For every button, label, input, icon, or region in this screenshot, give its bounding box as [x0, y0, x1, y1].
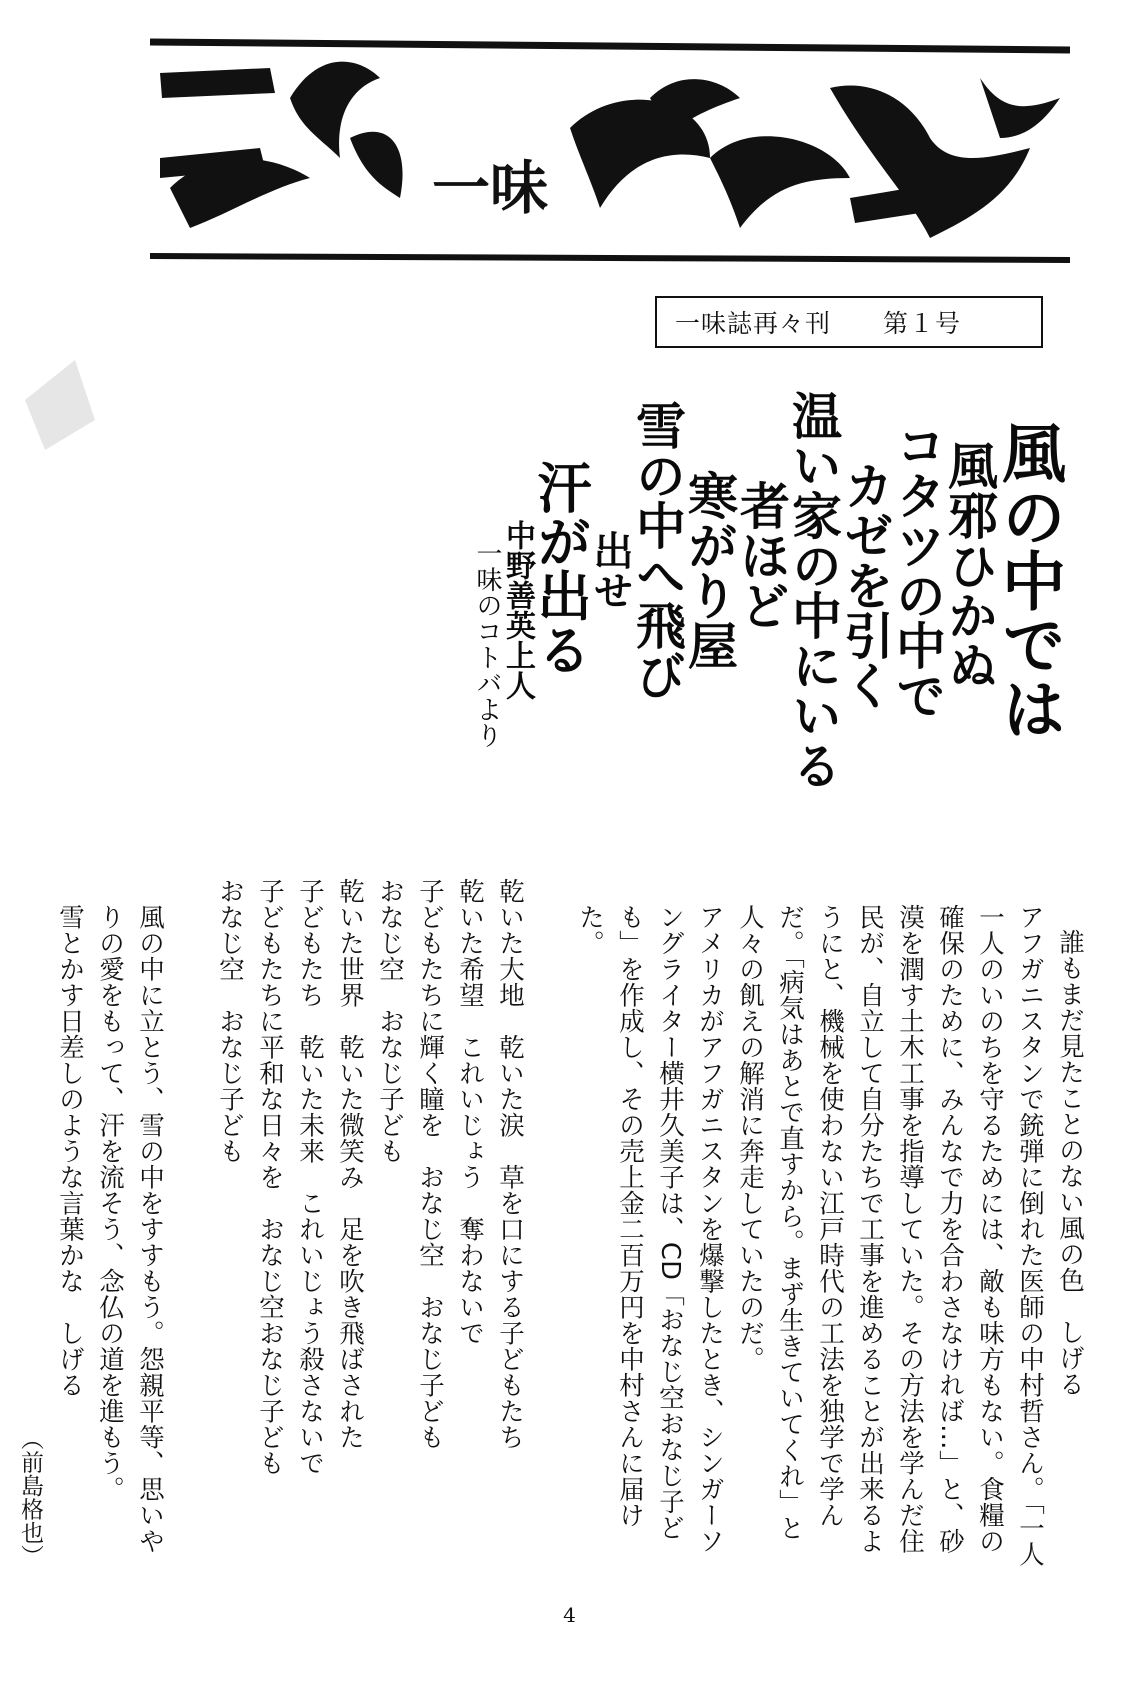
calligraphy-line: 者ほど	[732, 480, 791, 630]
calligraphy-author: 中野善英上人	[500, 520, 535, 700]
calligraphy-line: 温い家の中にいる	[784, 390, 843, 790]
spacer	[530, 878, 570, 1568]
song-line: 乾いた希望 これいじょう 奪わないで	[455, 878, 485, 1346]
calligraphy-line: 風邪ひかぬ	[940, 440, 999, 690]
spacer	[170, 878, 210, 1568]
calligraphy-line: カゼを引く	[836, 460, 895, 710]
calligraphy-line: 出せ	[587, 530, 634, 610]
calligraphy-line: 汗が出る	[529, 460, 593, 676]
song-line: 子どもたちに平和な日々を おなじ空おなじ子ども	[255, 878, 285, 1476]
para2: アメリカがアフガニスタンを爆撃したとき、シンガーソングライター横井久美子は、CD「おなじ空おなじ子ども」を作成し、その売上金二百万円を中村さんに届けた。	[575, 903, 725, 1554]
song-line: おなじ空 おなじ子ども	[215, 878, 245, 1164]
song-line: おなじ空 おなじ子ども	[375, 878, 405, 1164]
song-line: 乾いた世界 乾いた微笑み 足を吹き飛ばされた	[335, 878, 365, 1450]
song-line: 子どもたち 乾いた未来 これいじょう殺さないで	[295, 878, 325, 1476]
issue-label	[655, 296, 1043, 348]
woodcut-banner	[150, 38, 1070, 263]
song-line: 子どもたちに輝く瞳を おなじ空 おなじ子ども	[415, 878, 445, 1450]
signoff: （前島格也）	[17, 1427, 43, 1568]
calligraphy-line: 寒がり屋	[680, 470, 739, 670]
para1-title: 誰もまだ見たことのない風の色 しげる	[1055, 929, 1085, 1397]
woodcut-birds-icon	[150, 38, 1070, 263]
para3: 風の中に立とう、雪の中をすすもう。怨親平等、思いやりの愛をもって、汗を流そう、念仏の道を進もう。	[95, 903, 165, 1554]
article-body	[17, 878, 1090, 1568]
song-line: 乾いた大地 乾いた涙 草を口にする子どもたち	[495, 878, 525, 1450]
calligraphy-source: 一味のコトバより	[472, 540, 502, 748]
calligraphy-line: コタツの中で	[888, 420, 947, 720]
issue-label-text: 一味誌再々刊 第１号	[675, 309, 962, 338]
calligraphy-line: 風の中では	[991, 420, 1066, 740]
para1: アフガニスタンで銃弾に倒れた医師の中村哲さん。「一人一人のいのちを守るためには、敵も味方もない。食糧の確保のために、みんなで力を合わさなければ…」と、砂漠を潤す土木工事を指導していた。その方法を学んだ住民が、自立して自分たちで工事を進めることが出来るようにと、機械を使わない江戸時代の工法を独学で学んだ。「病気はあとで直すから。まず生きていてくれ」と人々の飢えの解消に奔走していたのだ。	[735, 903, 1045, 1567]
para4: 雪とかす日差しのような言葉かな しげる	[55, 903, 85, 1398]
calligraphy-poem	[220, 390, 1066, 820]
page-number: 4	[563, 1603, 576, 1627]
paper-corner-icon	[15, 360, 95, 450]
calligraphy-line: 雪の中へ飛び	[628, 400, 687, 700]
banner-title: 一味	[432, 154, 549, 222]
